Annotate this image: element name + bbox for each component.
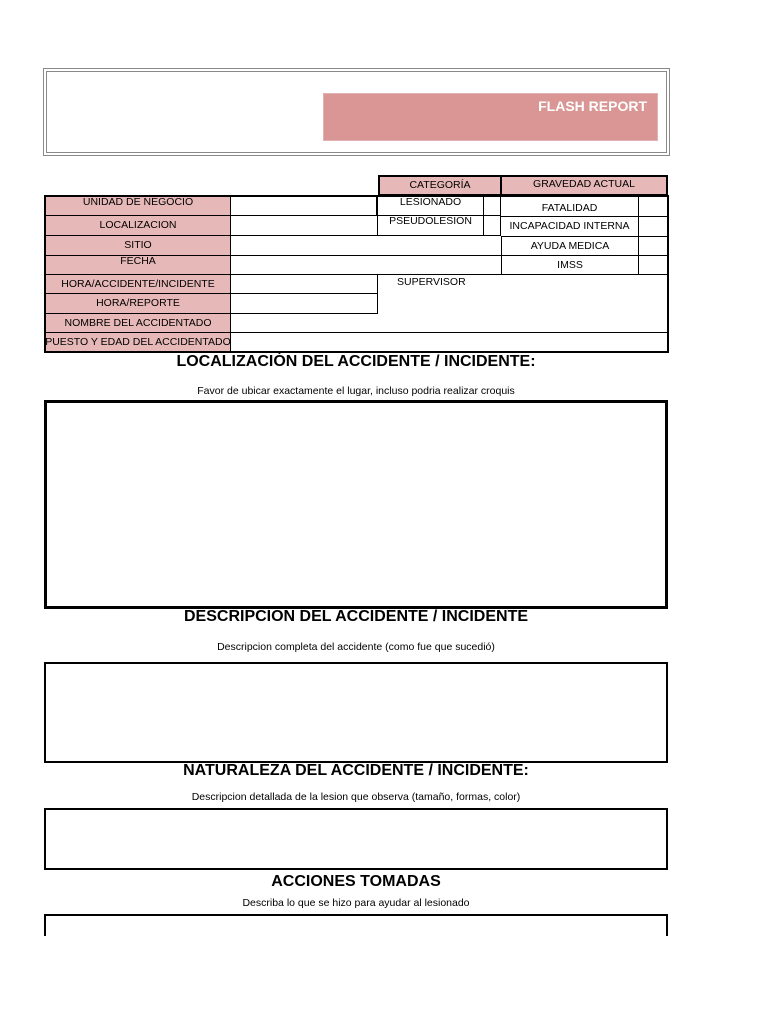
label-fecha: FECHA bbox=[46, 256, 231, 275]
label-nombre-accidentado: NOMBRE DEL ACCIDENTADO bbox=[46, 314, 231, 333]
label-hora-accidente: HORA/ACCIDENTE/INCIDENTE bbox=[46, 275, 231, 294]
section-subtitle-naturaleza: Descripcion detallada de la lesion que observa (tamaño, formas, color) bbox=[191, 791, 521, 803]
gravedad-imss-checkbox[interactable] bbox=[638, 256, 667, 275]
field-unidad-de-negocio[interactable] bbox=[231, 197, 378, 216]
label-localizacion: LOCALIZACION bbox=[46, 216, 231, 236]
categoria-lesionado-label: LESIONADO bbox=[378, 197, 483, 216]
gravedad-incapacidad-checkbox[interactable] bbox=[638, 217, 667, 237]
gravedad-ayuda-medica-label: AYUDA MEDICA bbox=[501, 237, 638, 256]
gravedad-fatalidad-label: FATALIDAD bbox=[501, 197, 638, 217]
acciones-textarea[interactable] bbox=[44, 914, 668, 936]
section-title-descripcion: DESCRIPCION DEL ACCIDENTE / INCIDENTE bbox=[183, 608, 529, 625]
gravedad-incapacidad-label: INCAPACIDAD INTERNA bbox=[501, 217, 638, 237]
label-sitio: SITIO bbox=[46, 236, 231, 256]
localizacion-textarea[interactable] bbox=[44, 400, 668, 609]
field-hora-reporte[interactable] bbox=[231, 294, 378, 314]
categoria-pseudolesion-label: PSEUDOLESION bbox=[378, 216, 483, 236]
field-fecha[interactable] bbox=[231, 256, 501, 275]
field-hora-accidente[interactable] bbox=[231, 275, 378, 294]
section-subtitle-acciones: Describa lo que se hizo para ayudar al lesionado bbox=[242, 897, 470, 909]
report-title-banner bbox=[323, 93, 658, 141]
field-localizacion[interactable] bbox=[231, 216, 378, 236]
section-title-localizacion: LOCALIZACIÓN DEL ACCIDENTE / INCIDENTE: bbox=[176, 353, 536, 370]
label-hora-reporte: HORA/REPORTE bbox=[46, 294, 231, 314]
field-supervisor[interactable] bbox=[378, 275, 667, 314]
report-title: FLASH REPORT bbox=[538, 98, 647, 114]
label-unidad-de-negocio: UNIDAD DE NEGOCIO bbox=[46, 197, 231, 216]
section-subtitle-localizacion: Favor de ubicar exactamente el lugar, incluso podria realizar croquis bbox=[197, 385, 515, 397]
categoria-header: CATEGORÍA bbox=[378, 175, 501, 196]
field-nombre-accidentado[interactable] bbox=[231, 314, 667, 333]
gravedad-fatalidad-checkbox[interactable] bbox=[638, 197, 667, 217]
field-sitio[interactable] bbox=[231, 236, 501, 256]
section-title-acciones: ACCIONES TOMADAS bbox=[271, 873, 441, 890]
categoria-lesionado-checkbox[interactable] bbox=[483, 197, 501, 216]
section-subtitle-descripcion: Descripcion completa del accidente (como fue que sucedió) bbox=[217, 641, 495, 653]
gravedad-ayuda-medica-checkbox[interactable] bbox=[638, 237, 667, 256]
gravedad-imss-label: IMSS bbox=[501, 256, 638, 275]
section-title-naturaleza: NATURALEZA DEL ACCIDENTE / INCIDENTE: bbox=[183, 762, 529, 779]
label-puesto-edad: PUESTO Y EDAD DEL ACCIDENTADO bbox=[46, 333, 231, 351]
categoria-pseudolesion-checkbox[interactable] bbox=[483, 216, 501, 236]
field-puesto-edad[interactable] bbox=[231, 333, 667, 351]
gravedad-header: GRAVEDAD ACTUAL bbox=[501, 175, 668, 196]
supervisor-label: SUPERVISOR bbox=[397, 276, 466, 288]
descripcion-textarea[interactable] bbox=[44, 662, 668, 763]
naturaleza-textarea[interactable] bbox=[44, 808, 668, 870]
